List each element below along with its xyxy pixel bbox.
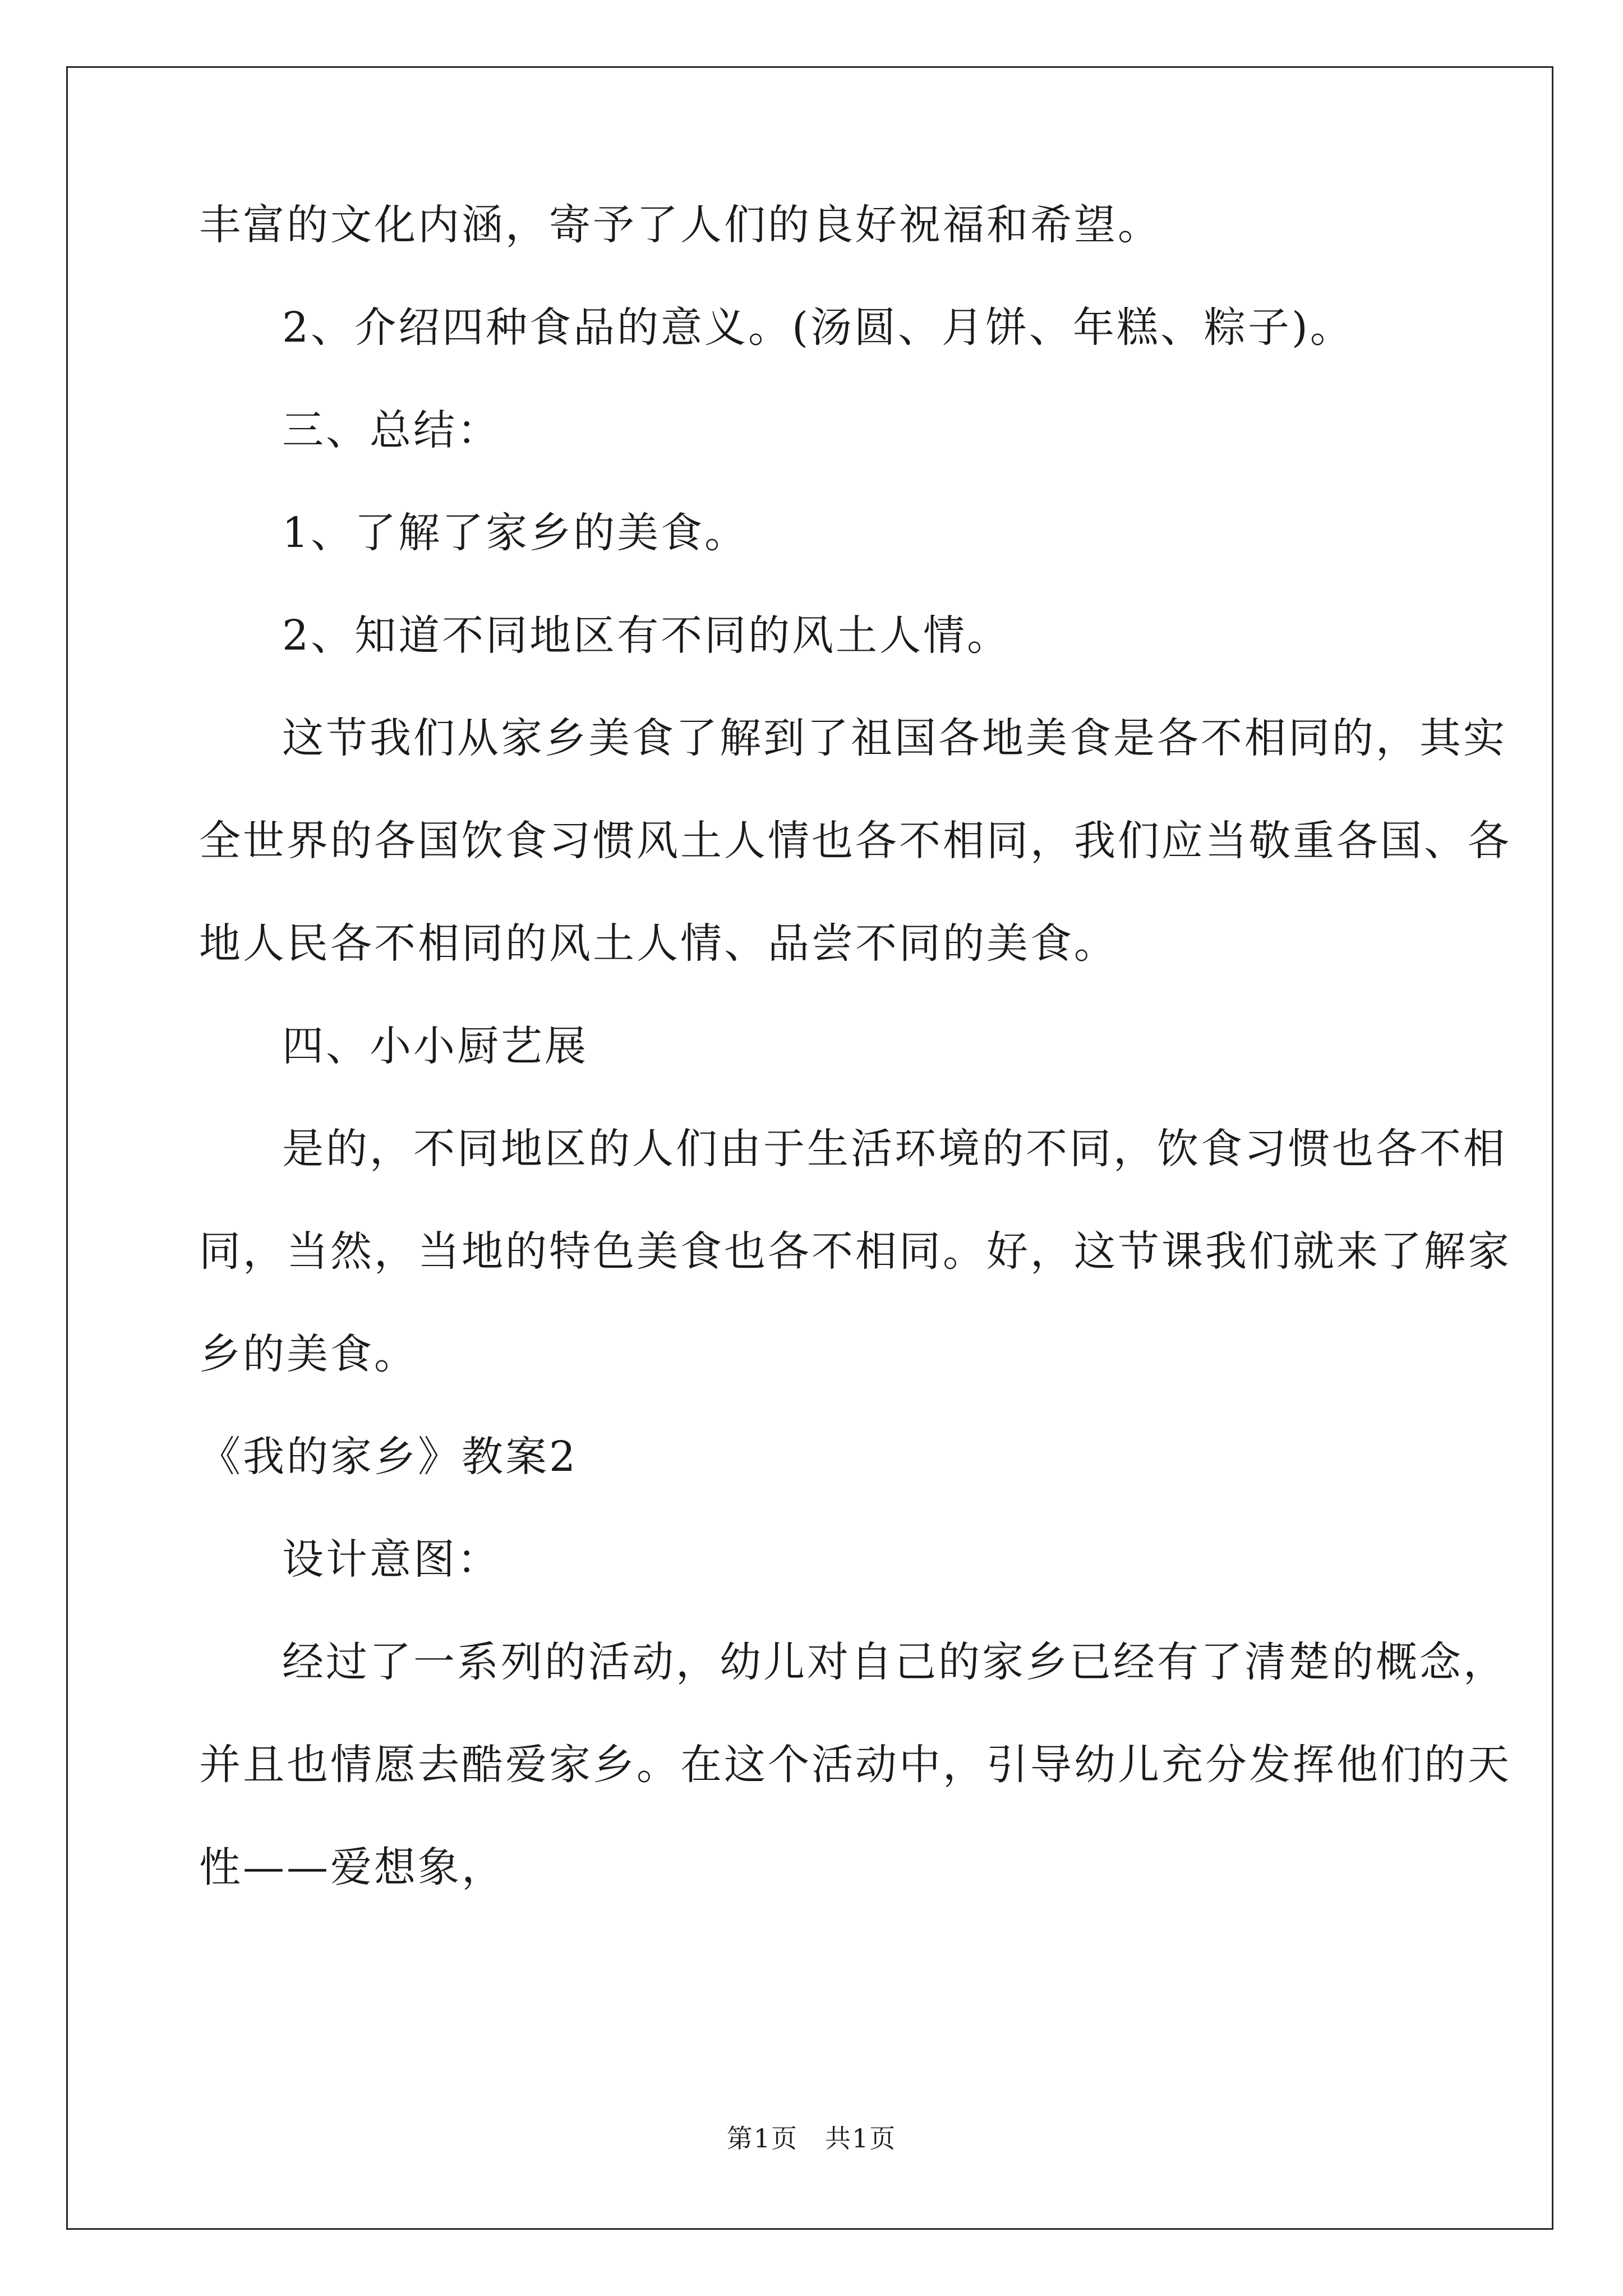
document-title: 《我的家乡》教案2 — [199, 1433, 578, 1481]
text-line: 性——爱想象， — [199, 1843, 505, 1892]
text-line: 是的，不同地区的人们由于生活环境的不同，饮食习惯也各不相 — [282, 1125, 1507, 1173]
text-line: 乡的美食。 — [199, 1330, 418, 1378]
text-line: 2、知道不同地区有不同的风土人情。 — [282, 611, 1011, 660]
text-line: 经过了一系列的活动，幼儿对自己的家乡已经有了清楚的概念， — [282, 1638, 1507, 1686]
page-number-footer: 第1页 共1页 — [726, 2123, 897, 2154]
text-line: 并且也情愿去酷爱家乡。在这个活动中，引导幼儿充分发挥他们的天 — [199, 1741, 1511, 1789]
document-body — [199, 199, 1511, 1893]
text-line: 1、了解了家乡的美食。 — [282, 509, 749, 557]
text-line: 丰富的文化内涵，寄予了人们的良好祝福和希望。 — [199, 201, 1161, 249]
text-line: 2、介绍四种食品的意义。(汤圆、月饼、年糕、粽子)。 — [282, 303, 1354, 352]
text-line: 地人民各不相同的风土人情、品尝不同的美食。 — [199, 919, 1118, 968]
text-line: 这节我们从家乡美食了解到了祖国各地美食是各不相同的，其实 — [282, 714, 1507, 762]
text-line: 同，当然，当地的特色美食也各不相同。好，这节课我们就来了解家 — [199, 1227, 1511, 1276]
text-line: 全世界的各国饮食习惯风土人情也各不相同，我们应当敬重各国、各 — [199, 817, 1511, 865]
section-heading: 四、小小厨艺展 — [282, 1022, 588, 1070]
section-heading: 三、总结： — [282, 406, 501, 454]
section-heading: 设计意图： — [282, 1535, 501, 1584]
